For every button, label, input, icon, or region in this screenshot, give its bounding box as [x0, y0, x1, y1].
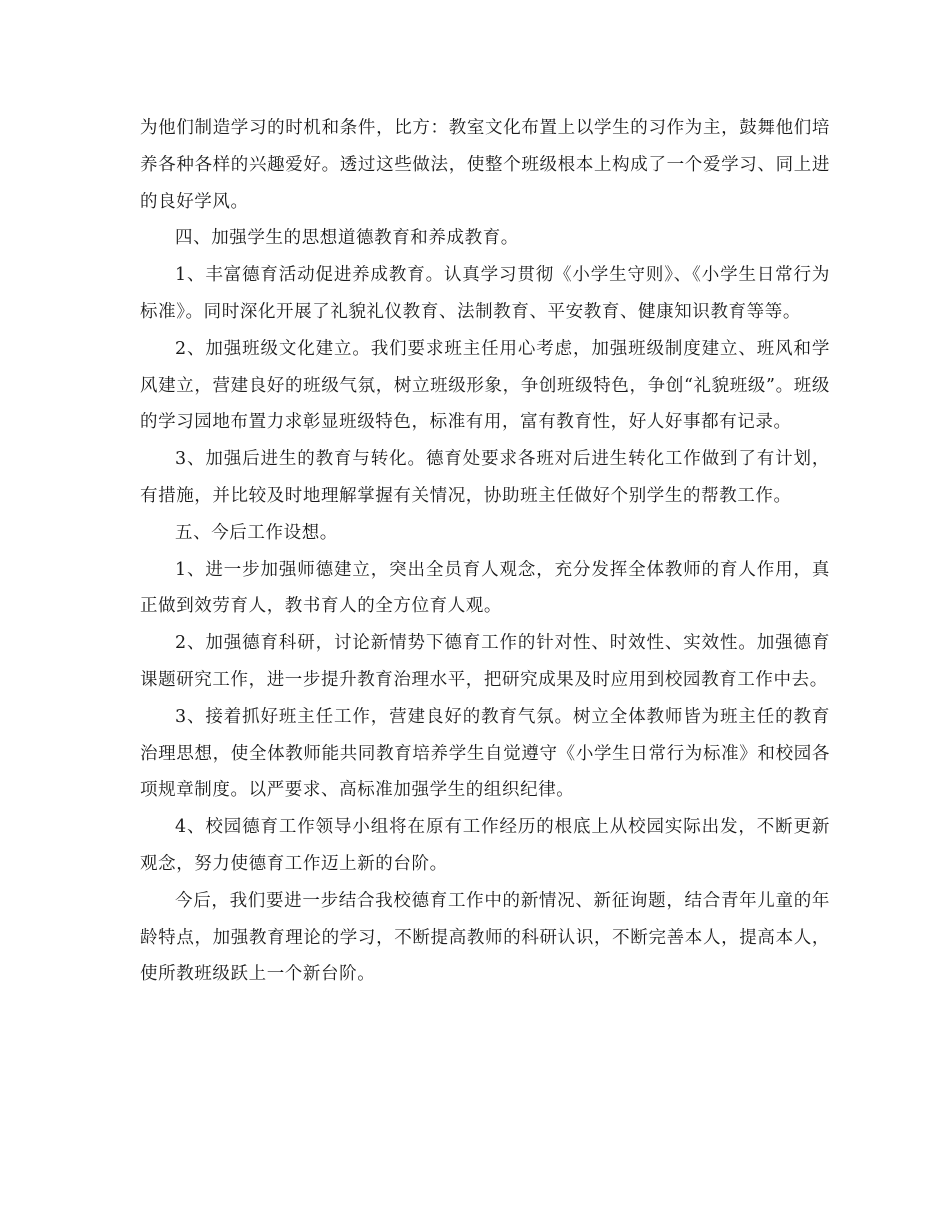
paragraph-conclusion: 今后，我们要进一步结合我校德育工作中的新情况、新征询题，结合青年儿童的年龄特点，加强教育理论的学习，不断提高教师的科研认识，不断完善本人，提高本人，使所教班级跃上一个新台阶。: [140, 890, 830, 985]
paragraph-5-4: 4、校园德育工作领导小组将在原有工作经历的根底上从校园实际出发，不断更新观念，努力使德育工作迈上新的台阶。: [140, 817, 830, 874]
paragraph-4-3: 3、加强后进生的教育与转化。德育处要求各班对后进生转化工作做到了有计划，有措施，并比较及时地理解掌握有关情况，协助班主任做好个别学生的帮教工作。: [140, 449, 830, 506]
paragraph-5-2: 2、加强德育科研，讨论新情势下德育工作的针对性、时效性、实效性。加强德育课题研究工作，进一步提升教育治理水平，把研究成果及时应用到校园教育工作中去。: [140, 633, 830, 690]
paragraph-5-1: 1、进一步加强师德建立，突出全员育人观念，充分发挥全体教师的育人作用，真正做到效劳育人，教书育人的全方位育人观。: [140, 559, 830, 617]
paragraph-4-1: 1、丰富德育活动促进养成教育。认真学习贯彻《小学生守则》、《小学生日常行为标准》。同时深化开展了礼貌礼仪教育、法制教育、平安教育、健康知识教育等等。: [140, 265, 830, 322]
section-heading-5: 五、今后工作设想。: [175, 522, 338, 543]
section-heading-4: 四、加强学生的思想道德教育和养成教育。: [175, 228, 519, 249]
document-body: [140, 110, 830, 993]
paragraph-5-3: 3、接着抓好班主任工作，营建良好的教育气氛。树立全体教师皆为班主任的教育治理思想，使全体教师能共同教育培养学生自觉遵守《小学生日常行为标准》和校园各项规章制度。以严要求、高标准加强学生的组织纪律。: [140, 706, 830, 801]
paragraph-intro-continuation: 为他们制造学习的时机和条件，比方：教室文化布置上以学生的习作为主，鼓舞他们培养各种各样的兴趣爱好。透过这些做法，使整个班级根本上构成了一个爱学习、同上进的良好学风。: [140, 118, 830, 212]
paragraph-4-2: 2、加强班级文化建立。我们要求班主任用心考虑，加强班级制度建立、班风和学风建立，营建良好的班级气氛，树立班级形象，争创班级特色，争创“礼貌班级”。班级的学习园地布置力求彰显班级特色，标准有用，富有教育性，好人好事都有记录。: [140, 338, 830, 433]
